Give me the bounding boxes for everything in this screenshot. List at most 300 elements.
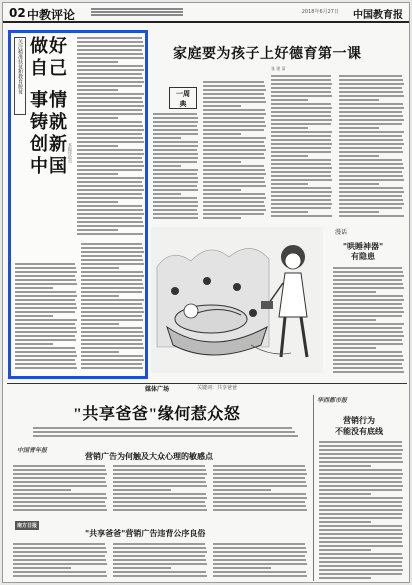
text-line xyxy=(271,143,332,145)
text-line xyxy=(77,93,144,95)
text-line xyxy=(77,205,142,207)
main-article-title: 家庭要为孩子上好德育第一课 xyxy=(173,47,362,62)
text-line xyxy=(81,319,143,321)
text-line xyxy=(153,177,198,179)
text-line xyxy=(319,477,402,479)
text-line xyxy=(333,339,402,341)
text-line xyxy=(113,477,205,479)
text-line xyxy=(77,189,144,191)
text-line xyxy=(113,509,207,511)
text-line xyxy=(339,107,404,109)
text-line xyxy=(319,541,402,543)
text-line xyxy=(81,279,142,281)
text-line xyxy=(319,497,403,499)
text-line xyxy=(203,109,265,111)
text-line xyxy=(33,427,292,429)
text-line xyxy=(319,457,402,459)
text-line xyxy=(113,555,205,557)
text-line xyxy=(15,303,76,305)
text-line xyxy=(203,177,264,179)
text-line xyxy=(271,115,331,117)
text-line xyxy=(333,355,403,357)
text-line xyxy=(203,169,265,171)
text-line xyxy=(13,485,107,487)
text-line xyxy=(153,181,198,183)
lead-byline: 本报评论员 xyxy=(68,143,73,163)
forum-intro-text xyxy=(33,427,303,441)
text-line xyxy=(77,145,118,147)
text-line xyxy=(271,175,331,177)
text-line xyxy=(319,505,402,507)
text-line xyxy=(339,131,404,133)
text-line xyxy=(77,157,142,159)
text-line xyxy=(333,287,404,289)
text-line xyxy=(13,571,106,573)
text-line xyxy=(81,327,142,329)
text-line xyxy=(113,567,171,569)
forum-text-2a xyxy=(13,543,109,581)
text-line xyxy=(339,123,402,125)
text-line xyxy=(203,101,266,103)
text-line xyxy=(213,559,306,561)
text-line xyxy=(319,493,371,495)
text-line xyxy=(13,477,105,479)
text-line xyxy=(319,537,402,539)
text-line xyxy=(339,155,379,157)
text-line xyxy=(339,215,404,217)
text-line xyxy=(81,263,144,265)
text-line xyxy=(77,109,142,111)
text-line xyxy=(339,111,402,113)
text-line xyxy=(319,453,402,455)
text-line xyxy=(271,183,308,185)
text-line xyxy=(271,207,331,209)
badge-top: 一周 xyxy=(176,89,190,98)
side-note-tag: 漫话 xyxy=(335,229,348,236)
text-line xyxy=(13,473,107,475)
headline-line: 中国 xyxy=(30,156,68,176)
forum-subhead-2: "共享爸爸"营销广告违背公序良俗 xyxy=(85,528,206,538)
text-line xyxy=(153,201,198,203)
text-line xyxy=(15,359,75,361)
text-line xyxy=(15,291,76,293)
side-brand: 华西都市报 xyxy=(317,397,348,404)
text-line xyxy=(77,161,143,163)
side-note-title-line: 有隐患 xyxy=(351,251,375,261)
text-line xyxy=(319,533,403,535)
text-line xyxy=(319,461,403,463)
text-line xyxy=(77,173,118,175)
text-line xyxy=(153,113,197,115)
forum-label: 媒体广场 xyxy=(145,386,170,393)
text-line xyxy=(113,497,207,499)
main-body-col-1 xyxy=(203,81,267,221)
text-line xyxy=(213,555,305,557)
text-line xyxy=(203,205,265,207)
text-line xyxy=(15,311,75,313)
text-line xyxy=(319,521,371,523)
text-line xyxy=(77,165,144,167)
text-line xyxy=(77,113,143,115)
text-line xyxy=(15,263,75,265)
text-line xyxy=(77,133,142,135)
text-line xyxy=(271,75,331,77)
text-line xyxy=(81,367,143,369)
text-line xyxy=(81,291,142,293)
text-line xyxy=(271,191,332,193)
forum-text-1c xyxy=(213,465,309,515)
text-line xyxy=(213,489,271,491)
text-line xyxy=(339,103,403,105)
text-line xyxy=(271,167,332,169)
side-note-title-line: "哄睡神器" xyxy=(342,241,384,251)
text-line xyxy=(333,299,404,301)
text-line xyxy=(81,343,143,345)
text-line xyxy=(77,221,143,223)
main-article-author: 张 建 清 xyxy=(271,66,286,71)
text-line xyxy=(81,255,142,257)
text-line xyxy=(203,161,241,163)
text-line xyxy=(81,335,144,337)
text-line xyxy=(319,545,403,547)
text-line xyxy=(77,121,142,123)
text-line xyxy=(319,441,402,443)
text-line xyxy=(153,173,197,175)
text-line xyxy=(333,311,404,313)
text-line xyxy=(77,141,144,143)
page-header xyxy=(3,3,409,23)
text-line xyxy=(213,477,305,479)
text-line xyxy=(339,139,403,141)
text-line xyxy=(213,501,305,503)
text-line xyxy=(81,311,144,313)
text-line xyxy=(81,251,144,253)
text-line xyxy=(77,185,143,187)
text-line xyxy=(113,485,207,487)
text-line xyxy=(339,191,404,193)
text-line xyxy=(339,171,402,173)
text-line xyxy=(339,175,403,177)
text-line xyxy=(153,141,198,143)
text-line xyxy=(319,501,402,503)
text-line xyxy=(77,181,142,183)
text-line xyxy=(13,481,106,483)
text-line xyxy=(339,75,402,77)
text-line xyxy=(339,151,403,153)
text-line xyxy=(333,347,376,349)
text-line xyxy=(203,133,241,135)
forum-text-1b xyxy=(113,465,209,515)
text-line xyxy=(319,485,403,487)
text-line xyxy=(271,99,308,101)
text-line xyxy=(203,85,265,87)
text-line xyxy=(319,565,402,567)
text-line xyxy=(13,543,105,545)
text-line xyxy=(271,103,331,105)
text-line xyxy=(271,87,331,89)
text-line xyxy=(333,275,404,277)
text-line xyxy=(13,493,106,495)
text-line xyxy=(271,215,332,217)
text-line xyxy=(271,159,331,161)
text-line xyxy=(203,137,266,139)
text-line xyxy=(77,45,144,47)
text-line xyxy=(213,575,307,577)
lead-headline xyxy=(30,35,70,177)
text-line xyxy=(339,95,404,97)
text-line xyxy=(81,359,144,361)
text-line xyxy=(77,65,143,67)
text-line xyxy=(203,157,265,159)
text-line xyxy=(81,323,119,325)
text-line xyxy=(153,145,198,147)
text-line xyxy=(339,195,402,197)
badge-bottom: 典 xyxy=(179,99,187,108)
text-line xyxy=(339,87,402,89)
text-line xyxy=(77,41,143,43)
text-line xyxy=(153,169,198,171)
text-line xyxy=(113,481,206,483)
text-line xyxy=(339,179,404,181)
text-line xyxy=(77,61,118,63)
text-line xyxy=(15,339,76,341)
text-line xyxy=(333,371,404,373)
text-line xyxy=(213,509,307,511)
forum-title: "共享爸爸"缘何惹众怒 xyxy=(73,406,241,423)
text-line xyxy=(77,137,143,139)
text-line xyxy=(77,149,143,151)
text-line xyxy=(203,197,266,199)
text-line xyxy=(203,173,266,175)
text-line xyxy=(213,571,306,573)
text-line xyxy=(15,363,76,365)
text-line xyxy=(339,91,403,93)
text-line xyxy=(81,355,143,357)
text-line xyxy=(153,197,197,199)
text-line xyxy=(113,563,207,565)
text-line xyxy=(153,165,181,167)
text-line xyxy=(113,575,207,577)
text-line xyxy=(271,123,331,125)
lead-body-text-right xyxy=(77,37,145,237)
text-line xyxy=(271,199,331,201)
brand-mark-2: 南方日报 xyxy=(17,523,38,529)
text-line xyxy=(319,469,402,471)
text-line xyxy=(77,97,142,99)
text-line xyxy=(339,83,404,85)
text-line xyxy=(203,181,265,183)
text-line xyxy=(77,197,143,199)
text-line xyxy=(339,211,379,213)
text-line xyxy=(339,203,404,205)
text-line xyxy=(339,79,403,81)
text-line xyxy=(319,517,402,519)
text-line xyxy=(319,445,402,447)
text-line xyxy=(77,37,142,39)
text-line xyxy=(271,211,308,213)
text-line xyxy=(15,307,77,309)
text-line xyxy=(13,547,106,549)
text-line xyxy=(339,187,403,189)
text-line xyxy=(333,319,376,321)
text-line xyxy=(15,267,76,269)
headline-line: 铸就 xyxy=(30,112,68,132)
text-line xyxy=(77,177,144,179)
text-line xyxy=(81,271,143,273)
header-meta-lines xyxy=(91,7,183,17)
text-line xyxy=(339,147,402,149)
text-line xyxy=(153,149,197,151)
paper-logo: 中国教育报 xyxy=(353,10,403,21)
text-line xyxy=(77,129,144,131)
text-line xyxy=(319,553,402,555)
text-line xyxy=(153,137,181,139)
text-line xyxy=(213,563,307,565)
text-line xyxy=(81,287,144,289)
text-line xyxy=(271,91,331,93)
text-line xyxy=(153,157,198,159)
text-line xyxy=(271,187,331,189)
text-line xyxy=(203,105,241,107)
text-line xyxy=(81,315,142,317)
text-line xyxy=(77,101,143,103)
text-line xyxy=(81,347,144,349)
text-line xyxy=(33,435,298,437)
text-line xyxy=(77,57,144,59)
text-line xyxy=(113,571,206,573)
forum-subtitle: 关键词：共享爸爸 xyxy=(197,385,238,391)
text-line xyxy=(333,295,403,297)
text-line xyxy=(77,125,143,127)
text-line xyxy=(81,275,144,277)
text-line xyxy=(213,505,306,507)
text-line xyxy=(319,549,371,551)
main-body-col-0 xyxy=(153,113,199,221)
text-line xyxy=(333,303,402,305)
text-line xyxy=(13,469,106,471)
text-line xyxy=(339,143,404,145)
text-line xyxy=(271,79,331,81)
column-rule xyxy=(313,395,314,581)
text-line xyxy=(81,363,142,365)
text-line xyxy=(339,127,379,129)
text-line xyxy=(271,95,332,97)
text-line xyxy=(271,163,331,165)
text-line xyxy=(113,551,207,553)
text-line xyxy=(15,351,76,353)
text-line xyxy=(339,199,403,201)
text-line xyxy=(271,119,332,121)
text-line xyxy=(81,247,143,249)
text-line xyxy=(77,169,142,171)
text-line xyxy=(333,291,376,293)
text-line xyxy=(319,465,371,467)
text-line xyxy=(77,193,142,195)
text-line xyxy=(81,299,144,301)
text-line xyxy=(13,551,107,553)
text-line xyxy=(77,77,143,79)
text-line xyxy=(319,489,402,491)
text-line xyxy=(153,209,197,211)
text-line xyxy=(339,167,404,169)
text-line xyxy=(333,307,403,309)
headline-line: 做好 xyxy=(30,36,68,56)
text-line xyxy=(203,97,265,99)
text-line xyxy=(81,351,119,353)
text-line xyxy=(15,347,75,349)
text-line xyxy=(333,363,402,365)
text-line xyxy=(319,557,403,559)
text-line xyxy=(339,163,403,165)
text-line xyxy=(213,567,271,569)
text-line xyxy=(203,209,266,211)
text-line xyxy=(271,127,308,129)
text-line xyxy=(113,465,205,467)
text-line xyxy=(339,119,404,121)
text-line xyxy=(333,323,404,325)
text-line xyxy=(153,133,198,135)
text-line xyxy=(153,129,198,131)
text-line xyxy=(339,159,402,161)
text-line xyxy=(13,509,107,511)
text-line xyxy=(153,185,197,187)
page-number: 02 xyxy=(9,6,26,20)
text-line xyxy=(15,343,53,345)
lead-article-box xyxy=(8,30,148,379)
main-body-col-3 xyxy=(339,75,405,221)
text-line xyxy=(333,283,403,285)
text-line xyxy=(15,331,77,333)
text-line xyxy=(13,563,107,565)
text-line xyxy=(77,213,144,215)
lead-kicker: 关注精准扶贫和教育脱贫 xyxy=(14,37,26,115)
text-line xyxy=(153,117,198,119)
text-line xyxy=(77,105,144,107)
text-line xyxy=(203,81,264,83)
text-line xyxy=(153,121,198,123)
text-line xyxy=(13,489,71,491)
text-line xyxy=(203,113,266,115)
text-line xyxy=(15,327,76,329)
text-line xyxy=(153,213,198,215)
text-line xyxy=(213,469,306,471)
text-line xyxy=(213,485,307,487)
text-line xyxy=(213,493,306,495)
text-line xyxy=(81,295,119,297)
text-line xyxy=(319,449,403,451)
text-line xyxy=(33,431,295,433)
text-line xyxy=(213,551,307,553)
text-line xyxy=(271,139,331,141)
text-line xyxy=(15,367,77,369)
text-line xyxy=(113,559,206,561)
text-line xyxy=(339,135,402,137)
text-line xyxy=(81,307,143,309)
text-line xyxy=(15,355,77,357)
text-line xyxy=(153,189,198,191)
text-line xyxy=(15,287,53,289)
text-line xyxy=(319,481,402,483)
text-line xyxy=(13,559,106,561)
text-line xyxy=(339,115,403,117)
text-line xyxy=(333,271,403,273)
text-line xyxy=(15,319,77,321)
text-line xyxy=(203,129,264,131)
text-line xyxy=(333,279,402,281)
text-line xyxy=(333,267,402,269)
text-line xyxy=(15,315,53,317)
text-line xyxy=(77,217,142,219)
